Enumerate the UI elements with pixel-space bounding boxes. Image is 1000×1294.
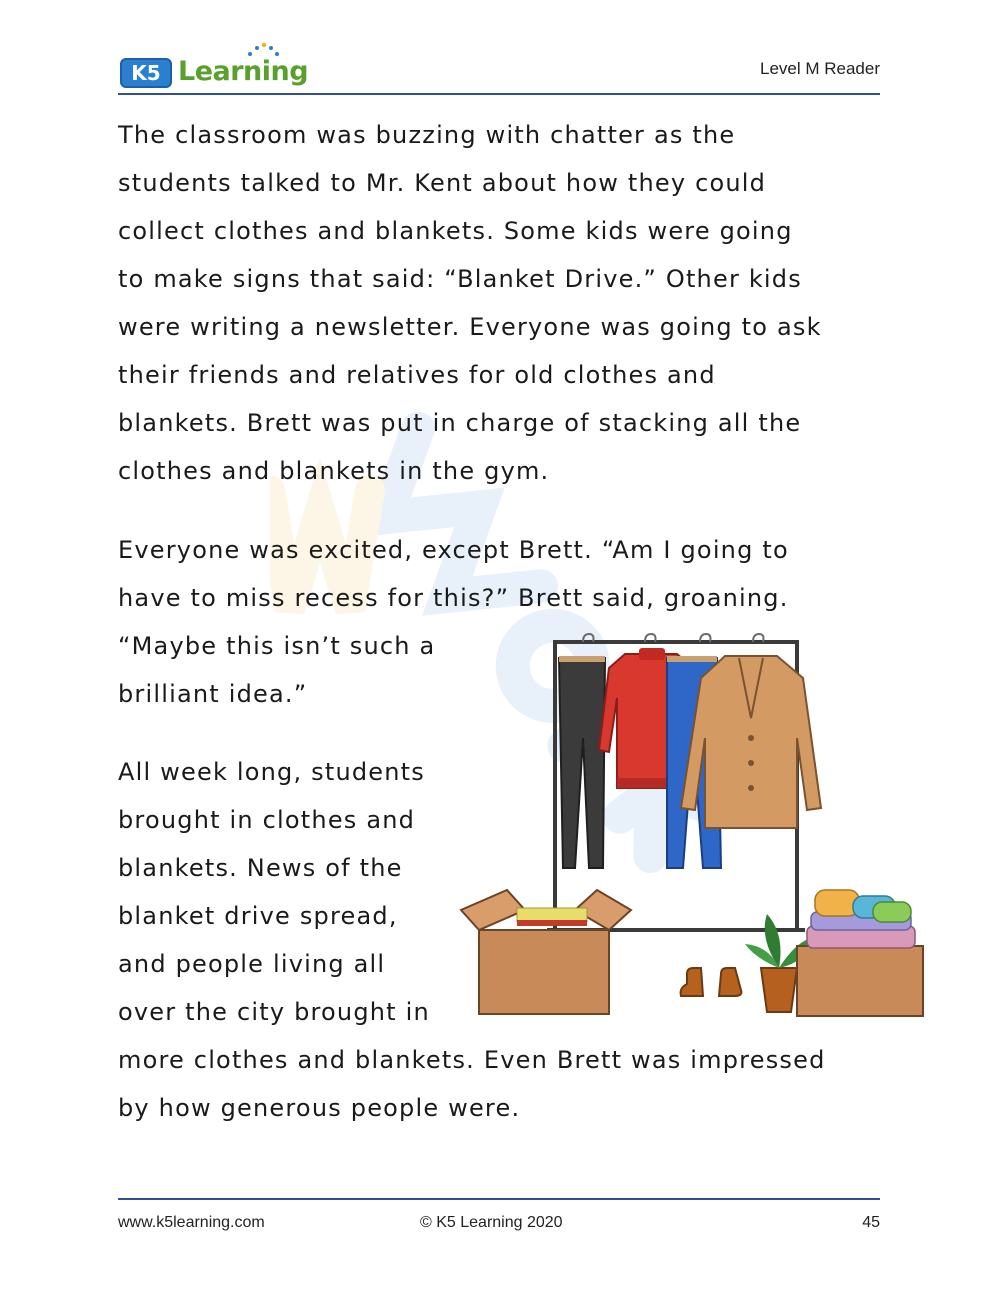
footer-divider [118,1198,880,1200]
text-line: their friends and relatives for old clothes and [118,361,716,389]
donation-box-icon [461,890,631,1014]
text-line: by how generous people were. [118,1094,521,1122]
story-paragraph-1 [118,111,822,495]
text-line: Everyone was excited, except Brett. “Am I going to [118,536,789,564]
text-line: The classroom was buzzing with chatter as the [118,121,736,149]
text-line: over the city brought in [118,998,430,1026]
page-number: 45 [862,1214,880,1231]
text-line: brought in clothes and [118,806,416,834]
logo-wordmark: Learning [178,56,309,87]
text-line: more clothes and blankets. Even Brett was impressed [118,1046,826,1074]
black-jeans-icon [559,656,605,868]
towel-box-icon [797,890,923,1016]
footer-copyright: © K5 Learning 2020 [420,1214,563,1231]
text-line: blanket drive spread, [118,902,398,930]
text-line: students talked to Mr. Kent about how they could [118,169,767,197]
text-line: have to miss recess for this?” Brett said, groaning. [118,584,789,612]
story-paragraph-3-continued [118,1036,826,1132]
footer-website: www.k5learning.com [118,1214,265,1231]
clothing-rack-illustration [455,628,925,1020]
text-line: were writing a newsletter. Everyone was going to ask [118,313,822,341]
page-header [118,40,880,92]
logo-stars-icon [244,42,280,58]
text-line: to make signs that said: “Blanket Drive.” Other kids [118,265,802,293]
text-line: “Maybe this isn’t such a [118,632,436,660]
reader-level: Level M Reader [759,59,880,78]
text-line: brilliant idea.” [118,680,308,708]
text-line: blankets. Brett was put in charge of stacking all the [118,409,802,437]
shoes-icon [681,968,742,996]
logo-badge: K5 [120,58,172,88]
k5-learning-logo [118,50,308,90]
text-line: collect clothes and blankets. Some kids were going [118,217,793,245]
text-line: All week long, students [118,758,425,786]
story-paragraph-3 [118,748,430,1036]
text-line: blankets. News of the [118,854,403,882]
text-line: clothes and blankets in the gym. [118,457,550,485]
header-divider [118,93,880,95]
text-line: and people living all [118,950,386,978]
